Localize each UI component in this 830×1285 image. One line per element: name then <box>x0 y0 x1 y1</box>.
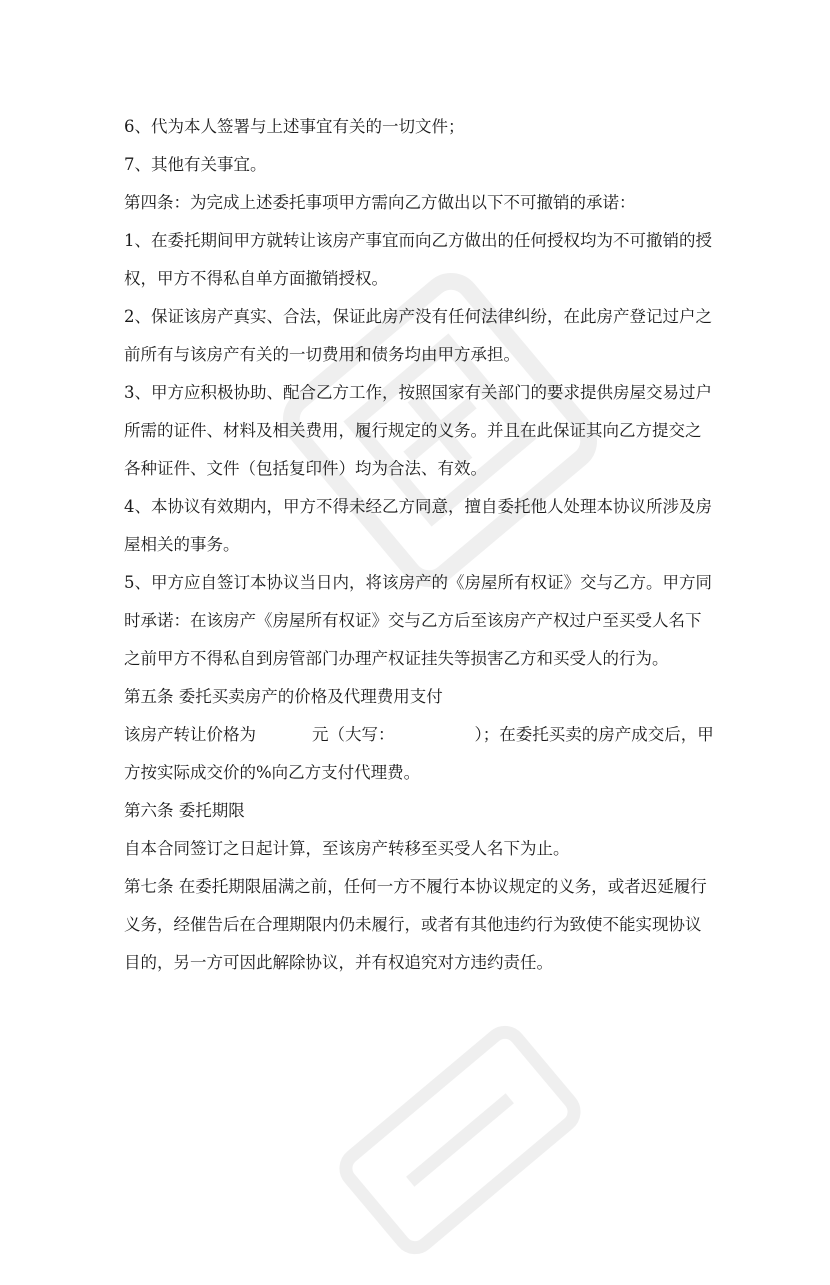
paragraph-commitment-2: 2、保证该房产真实、合法，保证此房产没有任何法律纠纷，在此房产登记过户之前所有与该房产有关的一切费用和债务均由甲方承担。 <box>124 307 712 364</box>
paragraph-item-6: 6、代为本人签署与上述事宜有关的一切文件； <box>124 117 465 136</box>
paragraph-commitment-1: 1、在委托期间甲方就转让该房产事宜而向乙方做出的任何授权均为不可撤销的授权，甲方不得私自单方面撤销授权。 <box>124 231 712 288</box>
paragraph-commitment-5: 5、甲方应自签订本协议当日内，将该房产的《房屋所有权证》交与乙方。甲方同时承诺：在该房产《房屋所有权证》交与乙方后至该房产产权过户至买受人名下之前甲方不得私自到房管部门办理产权证挂失等损害乙方和买受人的行为。 <box>124 573 712 668</box>
watermark-icon <box>309 995 611 1285</box>
article-4-heading: 第四条：为完成上述委托事项甲方需向乙方做出以下不可撤销的承诺： <box>124 193 636 212</box>
price-text-1: 该房产转让价格为 <box>124 725 256 744</box>
paragraph-commitment-4: 4、本协议有效期内，甲方不得未经乙方同意，擅自委托他人处理本协议所涉及房屋相关的事务。 <box>124 497 712 554</box>
term-paragraph: 自本合同签订之日起计算，至该房产转移至买受人名下为止。 <box>124 839 570 858</box>
paragraph-item-7: 7、其他有关事宜。 <box>124 155 267 174</box>
article-5-heading: 第五条 委托买卖房产的价格及代理费用支付 <box>124 687 443 706</box>
article-6-heading: 第六条 委托期限 <box>124 801 245 820</box>
paragraph-commitment-3: 3、甲方应积极协助、配合乙方工作，按照国家有关部门的要求提供房屋交易过户所需的证件、材料及相关费用，履行规定的义务。并且在此保证其向乙方提交之各种证件、文件（包括复印件）均为合法、有效。 <box>124 383 712 478</box>
price-text-2: 元（大写： <box>312 725 395 744</box>
article-7-paragraph: 第七条 在委托期限届满之前，任何一方不履行本协议规定的义务，或者迟延履行义务，经催告后在合理期限内仍未履行，或者有其他违约行为致使不能实现协议目的，另一方可因此解除协议，并有权追究对方违约责任。 <box>124 877 707 972</box>
price-paragraph <box>124 716 716 792</box>
price-text-3: ）；在委托买卖的房产成交后，甲方按实际成交价的%向乙方支付代理费。 <box>124 725 714 782</box>
document-body <box>124 108 716 982</box>
